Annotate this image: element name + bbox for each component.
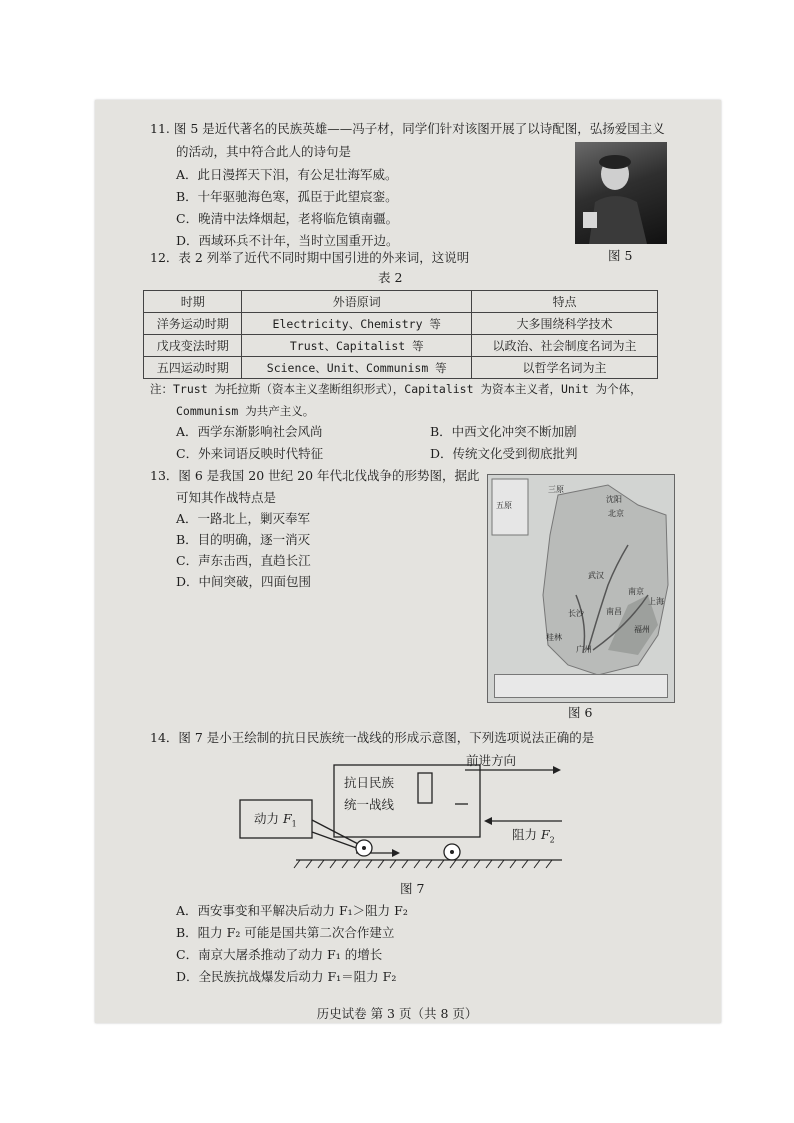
q12-option-b: B．中西文化冲突不断加剧 bbox=[430, 424, 577, 439]
q12-stem: 12．表 2 列举了近代不同时期中国引进的外来词，这说明 bbox=[150, 250, 470, 265]
table-cell: 以哲学名词为主 bbox=[472, 357, 658, 379]
q12-option-d: D．传统文化受到彻底批判 bbox=[430, 446, 578, 461]
q14-option-d: D．全民族抗战爆发后动力 F₁＝阻力 F₂ bbox=[176, 969, 397, 984]
q11-option-c: C．晚清中法烽烟起，老将临危镇南疆。 bbox=[176, 211, 399, 226]
map-label: 南京 bbox=[628, 587, 644, 596]
q11-stem-line2: 的活动，其中符合此人的诗句是 bbox=[176, 144, 352, 159]
force-f2-label: 阻力 $F_2$ bbox=[512, 827, 555, 845]
figure5-caption: 图 5 bbox=[608, 248, 633, 263]
portrait-figure-icon bbox=[575, 142, 667, 244]
map-label: 上海 bbox=[648, 597, 664, 606]
map-label: 北京 bbox=[608, 509, 624, 518]
q14-option-c: C．南京大屠杀推动了动力 F₁ 的增长 bbox=[176, 947, 383, 962]
table-row bbox=[144, 335, 658, 357]
table-cell: Trust、Capitalist 等 bbox=[242, 335, 472, 357]
table-header: 外语原词 bbox=[242, 291, 472, 313]
northern-expedition-map bbox=[487, 474, 675, 703]
q13-option-a: A．一路北上，剿灭奉军 bbox=[176, 511, 311, 526]
map-label: 长沙 bbox=[568, 609, 584, 618]
table-row bbox=[144, 313, 658, 335]
table-cell: 以政治、社会制度名词为主 bbox=[472, 335, 658, 357]
q11-option-a: A．此日漫挥天下泪，有公足壮海军威。 bbox=[176, 167, 398, 182]
q12-note-line1: 注：Trust 为托拉斯（资本主义垄断组织形式），Capitalist 为资本主义者，Unit 为个体， bbox=[150, 382, 642, 396]
q13-option-d: D．中间突破，四面包围 bbox=[176, 574, 312, 589]
direction-label: 前进方向 bbox=[466, 753, 517, 768]
map-label: 桂林 bbox=[546, 633, 562, 642]
q13-stem-line1: 13．图 6 是我国 20 世纪 20 年代北伐战争的形势图，据此 bbox=[150, 468, 480, 483]
q12-option-a: A．西学东渐影响社会风尚 bbox=[176, 424, 323, 439]
q13-option-c: C．声东击西，直趋长江 bbox=[176, 553, 311, 568]
map-label: 五原 bbox=[496, 501, 512, 510]
map-shapes bbox=[488, 475, 674, 702]
map-label: 南昌 bbox=[606, 607, 622, 616]
table-cell: Science、Unit、Communism 等 bbox=[242, 357, 472, 379]
table2-title: 表 2 bbox=[378, 270, 403, 285]
table-cell: 洋务运动时期 bbox=[144, 313, 242, 335]
vocabulary-table bbox=[143, 290, 658, 379]
q11-option-b: B．十年驱驰海色寒，孤臣于此望宸銮。 bbox=[176, 189, 398, 204]
map-label: 三原 bbox=[548, 485, 564, 494]
map-legend bbox=[494, 674, 668, 698]
table-cell: 五四运动时期 bbox=[144, 357, 242, 379]
q14-stem: 14．图 7 是小王绘制的抗日民族统一战线的形成示意图，下列选项说法正确的是 bbox=[150, 730, 595, 745]
map-label: 福州 bbox=[634, 625, 650, 634]
q12-option-c: C．外来词语反映时代特征 bbox=[176, 446, 324, 461]
q11-option-d: D．西域环兵不计年，当时立国重开边。 bbox=[176, 233, 399, 248]
table-header-row bbox=[144, 291, 658, 313]
table-cell: 戊戌变法时期 bbox=[144, 335, 242, 357]
page-footer: 历史试卷 第 3 页（共 8 页） bbox=[316, 1006, 478, 1021]
portrait-photo bbox=[575, 142, 667, 244]
q13-option-b: B．目的明确，逐一消灭 bbox=[176, 532, 311, 547]
map-label: 沈阳 bbox=[606, 495, 622, 504]
q12-note-line2: Communism 为共产主义。 bbox=[176, 404, 315, 418]
q11-stem-line1: 11. 图 5 是近代著名的民族英雄——冯子材，同学们针对该图开展了以诗配图，弘扬爱国主义 bbox=[150, 121, 665, 136]
map-label: 广州 bbox=[576, 645, 592, 654]
q14-option-b: B．阻力 F₂ 可能是国共第二次合作建立 bbox=[176, 925, 395, 940]
table-cell: 大多围绕科学技术 bbox=[472, 313, 658, 335]
table-header: 特点 bbox=[472, 291, 658, 313]
q14-option-a: A．西安事变和平解决后动力 F₁＞阻力 F₂ bbox=[176, 903, 408, 918]
q13-stem-line2: 可知其作战特点是 bbox=[176, 490, 277, 505]
table-row bbox=[144, 357, 658, 379]
figure6-caption: 图 6 bbox=[568, 705, 593, 720]
table-header: 时期 bbox=[144, 291, 242, 313]
figure7-caption: 图 7 bbox=[400, 881, 425, 896]
table-cell: Electricity、Chemistry 等 bbox=[242, 313, 472, 335]
map-label: 武汉 bbox=[588, 571, 604, 580]
force-f1-label: 动力 $F_1$ bbox=[254, 811, 297, 829]
china-region bbox=[543, 485, 668, 675]
vehicle-label-2: 统一战线 bbox=[344, 797, 395, 812]
vehicle-label-1: 抗日民族 bbox=[344, 775, 395, 790]
